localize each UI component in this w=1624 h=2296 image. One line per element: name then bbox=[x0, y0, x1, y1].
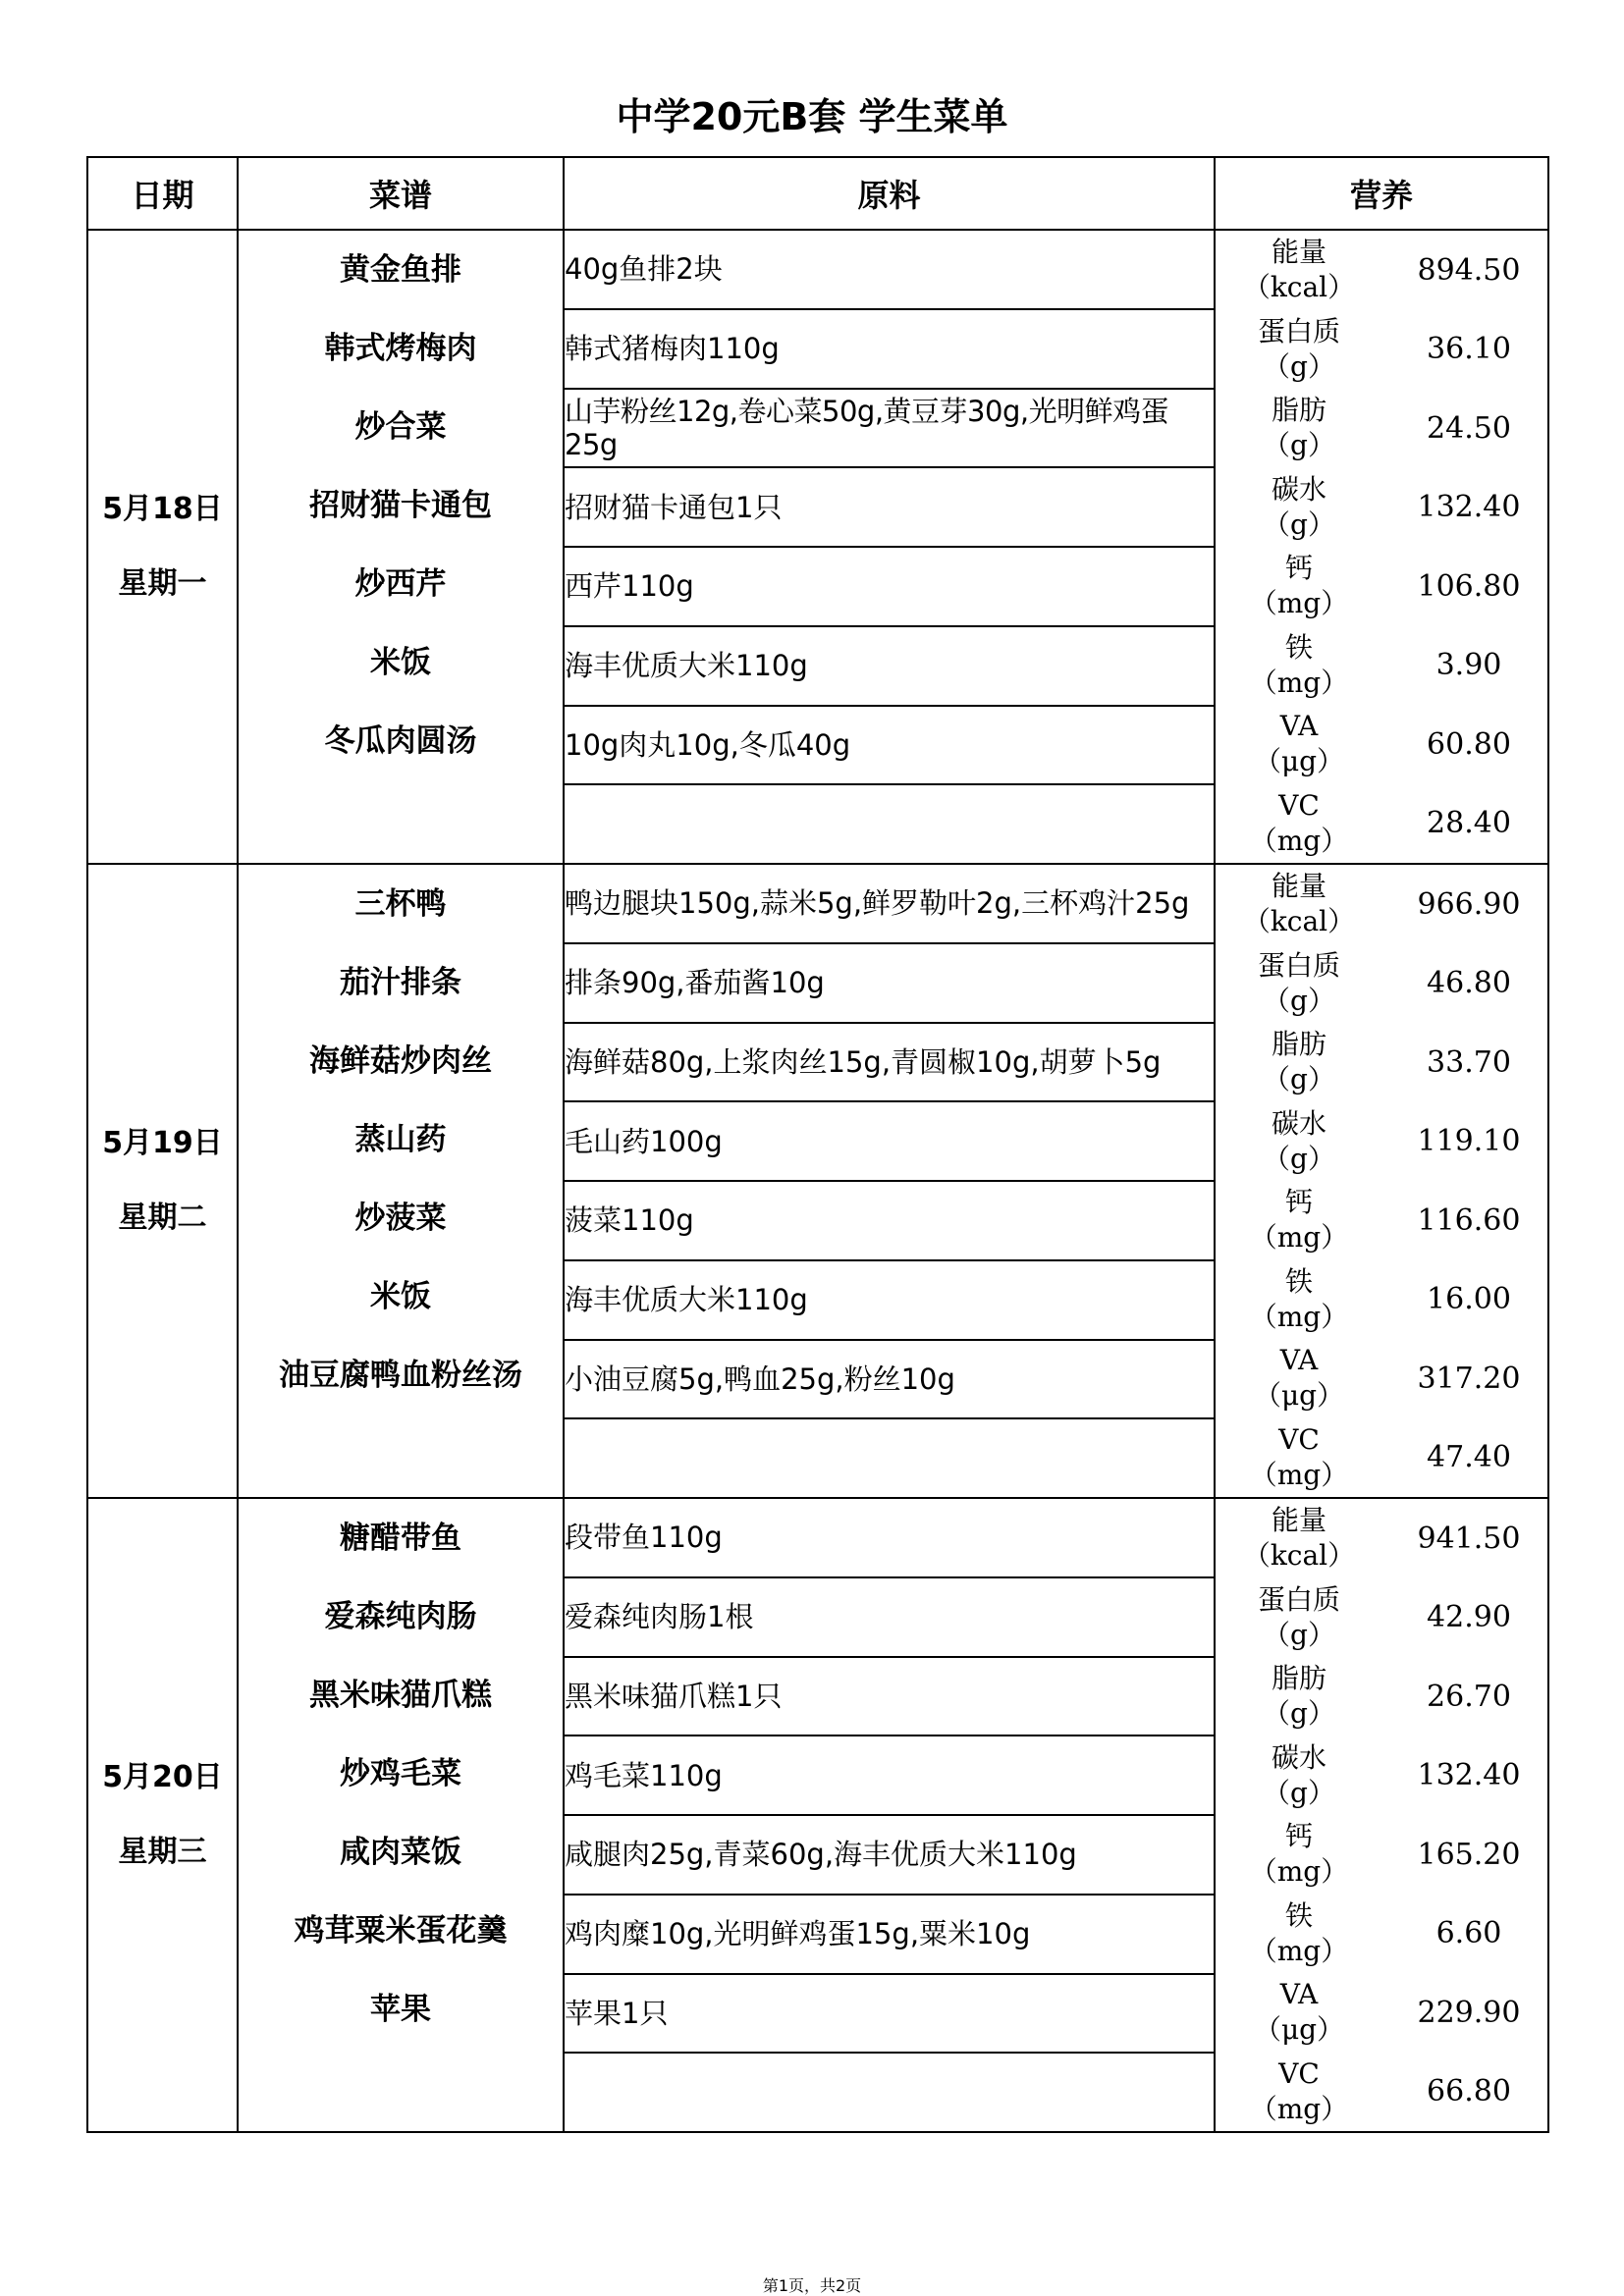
ingredient-cell: 菠菜110g bbox=[564, 1181, 1215, 1260]
nutrient-unit: （g） bbox=[1263, 1063, 1335, 1096]
nutrient-unit: （g） bbox=[1263, 984, 1335, 1017]
menu-body bbox=[87, 230, 1548, 2132]
dish-name: 黑米味猫爪糕 bbox=[309, 1678, 492, 1713]
dish-name: 冬瓜肉圆汤 bbox=[324, 723, 477, 759]
nutrient-unit: （mg） bbox=[1249, 1934, 1349, 1967]
nutrition-row bbox=[1216, 231, 1547, 310]
dish-name: 炒合菜 bbox=[354, 409, 447, 445]
nutrient-name: 碳水 bbox=[1271, 1740, 1326, 1774]
nutrient-name: 能量 bbox=[1271, 870, 1326, 903]
dish-name: 鸡茸粟米蛋花羹 bbox=[294, 1913, 508, 1949]
menu-table bbox=[86, 156, 1549, 2133]
nutrition-cell bbox=[1215, 864, 1548, 1498]
dish-name: 三杯鸭 bbox=[354, 886, 447, 922]
nutrient-name: VC bbox=[1278, 788, 1320, 822]
dish-name: 黄金鱼排 bbox=[340, 252, 461, 288]
ingredient-cell: 排条90g,番茄酱10g bbox=[564, 943, 1215, 1023]
dish-name: 茄汁排条 bbox=[340, 965, 461, 1000]
ingredient-cell: 鸡毛菜110g bbox=[564, 1735, 1215, 1815]
nutrient-value: 33.70 bbox=[1427, 1044, 1511, 1080]
nutrition-row bbox=[1216, 1578, 1547, 1658]
nutrient-unit: （g） bbox=[1263, 507, 1335, 541]
nutrient-unit: （g） bbox=[1263, 429, 1335, 462]
nutrition-row bbox=[1216, 1339, 1547, 1418]
ingredient-cell: 40g鱼排2块 bbox=[564, 230, 1215, 309]
ingredient-cell: 咸腿肉25g,青菜60g,海丰优质大米110g bbox=[564, 1815, 1215, 1895]
ingredient-cell: 招财猫卡通包1只 bbox=[564, 467, 1215, 547]
nutrient-name: 钙 bbox=[1284, 1186, 1313, 1219]
nutrient-label bbox=[1216, 1106, 1382, 1177]
nutrient-name: 铁 bbox=[1284, 630, 1313, 664]
ingredient-cell: 10g肉丸10g,冬瓜40g bbox=[564, 706, 1215, 785]
page-footer: 第1页，共2页 bbox=[762, 2276, 862, 2295]
nutrient-value: 941.50 bbox=[1417, 1521, 1521, 1556]
nutrition-row bbox=[1216, 310, 1547, 390]
nutrient-name: VC bbox=[1278, 2056, 1320, 2090]
nutrition-row bbox=[1216, 1815, 1547, 1895]
nutrient-name: 碳水 bbox=[1271, 472, 1326, 506]
ingredient-cell bbox=[564, 784, 1215, 864]
nutrition-row bbox=[1216, 1102, 1547, 1182]
nutrition-row bbox=[1216, 944, 1547, 1024]
nutrient-value: 3.90 bbox=[1435, 648, 1502, 683]
nutrient-label bbox=[1216, 709, 1382, 779]
dish-name: 米饭 bbox=[370, 645, 431, 680]
nutrient-unit: （g） bbox=[1263, 349, 1335, 383]
nutrition-row bbox=[1216, 1181, 1547, 1260]
nutrient-unit: （μg） bbox=[1253, 745, 1345, 778]
dish-name: 咸肉菜饭 bbox=[340, 1835, 461, 1870]
nutrient-name: 脂肪 bbox=[1271, 394, 1326, 427]
ingredient-cell: 小油豆腐5g,鸭血25g,粉丝10g bbox=[564, 1340, 1215, 1419]
nutrient-name: 能量 bbox=[1271, 1504, 1326, 1537]
date-label: 5月19日 bbox=[102, 1126, 223, 1160]
nutrient-value: 16.00 bbox=[1427, 1282, 1511, 1317]
nutrient-value: 66.80 bbox=[1427, 2074, 1511, 2109]
date-cell bbox=[87, 1498, 238, 2132]
header-date: 日期 bbox=[87, 157, 238, 230]
dish-name: 米饭 bbox=[370, 1279, 431, 1314]
dish-name: 爱森纯肉肠 bbox=[324, 1599, 477, 1634]
nutrient-name: 能量 bbox=[1271, 236, 1326, 269]
nutrient-label bbox=[1216, 1661, 1382, 1732]
nutrient-name: 铁 bbox=[1284, 1264, 1313, 1298]
nutrient-label bbox=[1216, 2056, 1382, 2127]
nutrition-row bbox=[1216, 1499, 1547, 1578]
nutrient-value: 26.70 bbox=[1427, 1679, 1511, 1714]
ingredient-cell: 海丰优质大米110g bbox=[564, 1260, 1215, 1340]
nutrition-cell bbox=[1215, 1498, 1548, 2132]
nutrient-value: 6.60 bbox=[1435, 1916, 1502, 1951]
dish-name: 苹果 bbox=[370, 1992, 431, 2027]
header-row bbox=[87, 157, 1548, 230]
dish-list bbox=[238, 230, 564, 864]
nutrient-label bbox=[1216, 235, 1382, 305]
nutrient-name: 钙 bbox=[1284, 1820, 1313, 1853]
nutrient-label bbox=[1216, 1264, 1382, 1335]
nutrition-row bbox=[1216, 1657, 1547, 1736]
nutrient-label bbox=[1216, 1422, 1382, 1493]
nutrient-label bbox=[1216, 1819, 1382, 1890]
nutrient-label bbox=[1216, 1740, 1382, 1811]
dish-name: 油豆腐鸭血粉丝汤 bbox=[279, 1358, 522, 1393]
nutrient-value: 60.80 bbox=[1427, 726, 1511, 762]
nutrient-unit: （mg） bbox=[1249, 2092, 1349, 2125]
nutrition-row bbox=[1216, 2053, 1547, 2132]
nutrient-name: VA bbox=[1279, 710, 1319, 743]
nutrient-unit: （kcal） bbox=[1242, 271, 1356, 304]
nutrition-row bbox=[1216, 547, 1547, 626]
nutrient-value: 106.80 bbox=[1417, 568, 1521, 604]
dish-name: 炒西芹 bbox=[354, 566, 447, 602]
nutrition-row bbox=[1216, 468, 1547, 548]
weekday-label: 星期一 bbox=[118, 566, 207, 601]
nutrient-name: 碳水 bbox=[1271, 1106, 1326, 1140]
nutrient-name: VA bbox=[1279, 1344, 1319, 1377]
menu-row bbox=[87, 230, 1548, 309]
nutrient-value: 28.40 bbox=[1427, 806, 1511, 841]
nutrient-value: 894.50 bbox=[1417, 252, 1521, 288]
menu-row bbox=[87, 864, 1548, 943]
ingredient-cell: 山芋粉丝12g,卷心菜50g,黄豆芽30g,光明鲜鸡蛋25g bbox=[564, 389, 1215, 468]
nutrition-row bbox=[1216, 705, 1547, 784]
ingredient-cell bbox=[564, 1418, 1215, 1498]
nutrient-label bbox=[1216, 1503, 1382, 1574]
dish-list bbox=[238, 1498, 564, 2132]
nutrition-row bbox=[1216, 1973, 1547, 2053]
nutrient-value: 229.90 bbox=[1417, 1995, 1521, 2030]
nutrient-name: 钙 bbox=[1284, 552, 1313, 585]
menu-row bbox=[87, 1498, 1548, 1577]
nutrition-row bbox=[1216, 389, 1547, 468]
nutrient-unit: （g） bbox=[1263, 1618, 1335, 1651]
nutrient-label bbox=[1216, 1582, 1382, 1653]
nutrient-name: 铁 bbox=[1284, 1898, 1313, 1932]
nutrient-label bbox=[1216, 393, 1382, 463]
nutrient-label bbox=[1216, 1898, 1382, 1969]
date-label: 5月18日 bbox=[102, 492, 223, 526]
ingredient-cell: 爱森纯肉肠1根 bbox=[564, 1577, 1215, 1657]
nutrient-label bbox=[1216, 1185, 1382, 1255]
nutrient-unit: （kcal） bbox=[1242, 1539, 1356, 1573]
nutrition-row bbox=[1216, 1260, 1547, 1340]
nutrient-label bbox=[1216, 948, 1382, 1019]
ingredient-cell: 段带鱼110g bbox=[564, 1498, 1215, 1577]
nutrition-row bbox=[1216, 1023, 1547, 1102]
nutrient-value: 132.40 bbox=[1417, 1758, 1521, 1793]
nutrient-unit: （mg） bbox=[1249, 1221, 1349, 1255]
nutrient-unit: （mg） bbox=[1249, 1458, 1349, 1491]
date-label: 5月20日 bbox=[102, 1760, 223, 1794]
dish-name: 招财猫卡通包 bbox=[309, 488, 492, 523]
nutrition-row bbox=[1216, 626, 1547, 706]
nutrient-value: 116.60 bbox=[1417, 1202, 1521, 1238]
nutrient-value: 317.20 bbox=[1417, 1361, 1521, 1396]
date-cell bbox=[87, 230, 238, 864]
nutrient-label bbox=[1216, 630, 1382, 701]
ingredient-cell: 黑米味猫爪糕1只 bbox=[564, 1657, 1215, 1736]
nutrient-label bbox=[1216, 551, 1382, 621]
nutrient-unit: （g） bbox=[1263, 1697, 1335, 1731]
nutrient-label bbox=[1216, 1027, 1382, 1097]
page-title: 中学20元B套 学生菜单 bbox=[616, 95, 1008, 138]
nutrition-cell bbox=[1215, 230, 1548, 864]
header-nutrition: 营养 bbox=[1215, 157, 1548, 230]
nutrient-label bbox=[1216, 1343, 1382, 1414]
nutrient-unit: （mg） bbox=[1249, 824, 1349, 857]
ingredient-cell: 韩式猪梅肉110g bbox=[564, 309, 1215, 389]
nutrient-value: 24.50 bbox=[1427, 410, 1511, 446]
weekday-label: 星期二 bbox=[118, 1201, 207, 1235]
nutrient-unit: （μg） bbox=[1253, 1379, 1345, 1413]
nutrient-value: 165.20 bbox=[1417, 1837, 1521, 1872]
nutrient-label bbox=[1216, 1977, 1382, 2048]
nutrition-row bbox=[1216, 865, 1547, 944]
nutrient-value: 42.90 bbox=[1427, 1600, 1511, 1635]
nutrient-name: 蛋白质 bbox=[1257, 314, 1340, 347]
ingredient-cell bbox=[564, 2053, 1215, 2132]
nutrient-unit: （mg） bbox=[1249, 666, 1349, 699]
nutrient-unit: （mg） bbox=[1249, 1300, 1349, 1333]
ingredient-cell: 鸡肉糜10g,光明鲜鸡蛋15g,粟米10g bbox=[564, 1895, 1215, 1974]
dish-name: 蒸山药 bbox=[354, 1122, 447, 1157]
dish-name: 炒菠菜 bbox=[354, 1201, 447, 1236]
header-ingredients: 原料 bbox=[564, 157, 1215, 230]
ingredient-cell: 海丰优质大米110g bbox=[564, 626, 1215, 706]
nutrient-value: 36.10 bbox=[1427, 332, 1511, 367]
nutrient-name: 蛋白质 bbox=[1257, 1582, 1340, 1616]
nutrient-label bbox=[1216, 314, 1382, 385]
nutrition-row bbox=[1216, 1895, 1547, 1974]
nutrient-value: 966.90 bbox=[1417, 886, 1521, 922]
weekday-label: 星期三 bbox=[118, 1835, 207, 1869]
nutrient-unit: （μg） bbox=[1253, 2013, 1345, 2047]
dish-name: 海鲜菇炒肉丝 bbox=[309, 1043, 492, 1079]
nutrient-name: 脂肪 bbox=[1271, 1662, 1326, 1695]
nutrient-value: 132.40 bbox=[1417, 490, 1521, 525]
ingredient-cell: 海鲜菇80g,上浆肉丝15g,青圆椒10g,胡萝卜5g bbox=[564, 1023, 1215, 1102]
nutrient-value: 119.10 bbox=[1417, 1124, 1521, 1159]
nutrient-label bbox=[1216, 788, 1382, 859]
ingredient-cell: 鸭边腿块150g,蒜米5g,鲜罗勒叶2g,三杯鸡汁25g bbox=[564, 864, 1215, 943]
nutrient-value: 46.80 bbox=[1427, 966, 1511, 1001]
ingredient-cell: 毛山药100g bbox=[564, 1101, 1215, 1181]
nutrient-label bbox=[1216, 869, 1382, 939]
nutrient-unit: （g） bbox=[1263, 1776, 1335, 1809]
nutrient-name: 脂肪 bbox=[1271, 1028, 1326, 1061]
dish-name: 炒鸡毛菜 bbox=[340, 1756, 461, 1791]
nutrient-label bbox=[1216, 472, 1382, 543]
nutrient-name: VC bbox=[1278, 1422, 1320, 1456]
date-cell bbox=[87, 864, 238, 1498]
nutrient-unit: （g） bbox=[1263, 1142, 1335, 1175]
nutrient-unit: （kcal） bbox=[1242, 905, 1356, 938]
nutrient-name: 蛋白质 bbox=[1257, 948, 1340, 982]
nutrition-row bbox=[1216, 1418, 1547, 1498]
nutrient-unit: （mg） bbox=[1249, 587, 1349, 620]
ingredient-cell: 苹果1只 bbox=[564, 1974, 1215, 2054]
nutrient-name: VA bbox=[1279, 1978, 1319, 2011]
nutrient-unit: （mg） bbox=[1249, 1855, 1349, 1889]
nutrient-value: 47.40 bbox=[1427, 1440, 1511, 1475]
dish-name: 糖醋带鱼 bbox=[340, 1521, 461, 1556]
nutrition-row bbox=[1216, 1736, 1547, 1816]
header-dish: 菜谱 bbox=[238, 157, 564, 230]
ingredient-cell: 西芹110g bbox=[564, 547, 1215, 626]
nutrition-row bbox=[1216, 784, 1547, 864]
dish-list bbox=[238, 864, 564, 1498]
dish-name: 韩式烤梅肉 bbox=[324, 331, 477, 366]
